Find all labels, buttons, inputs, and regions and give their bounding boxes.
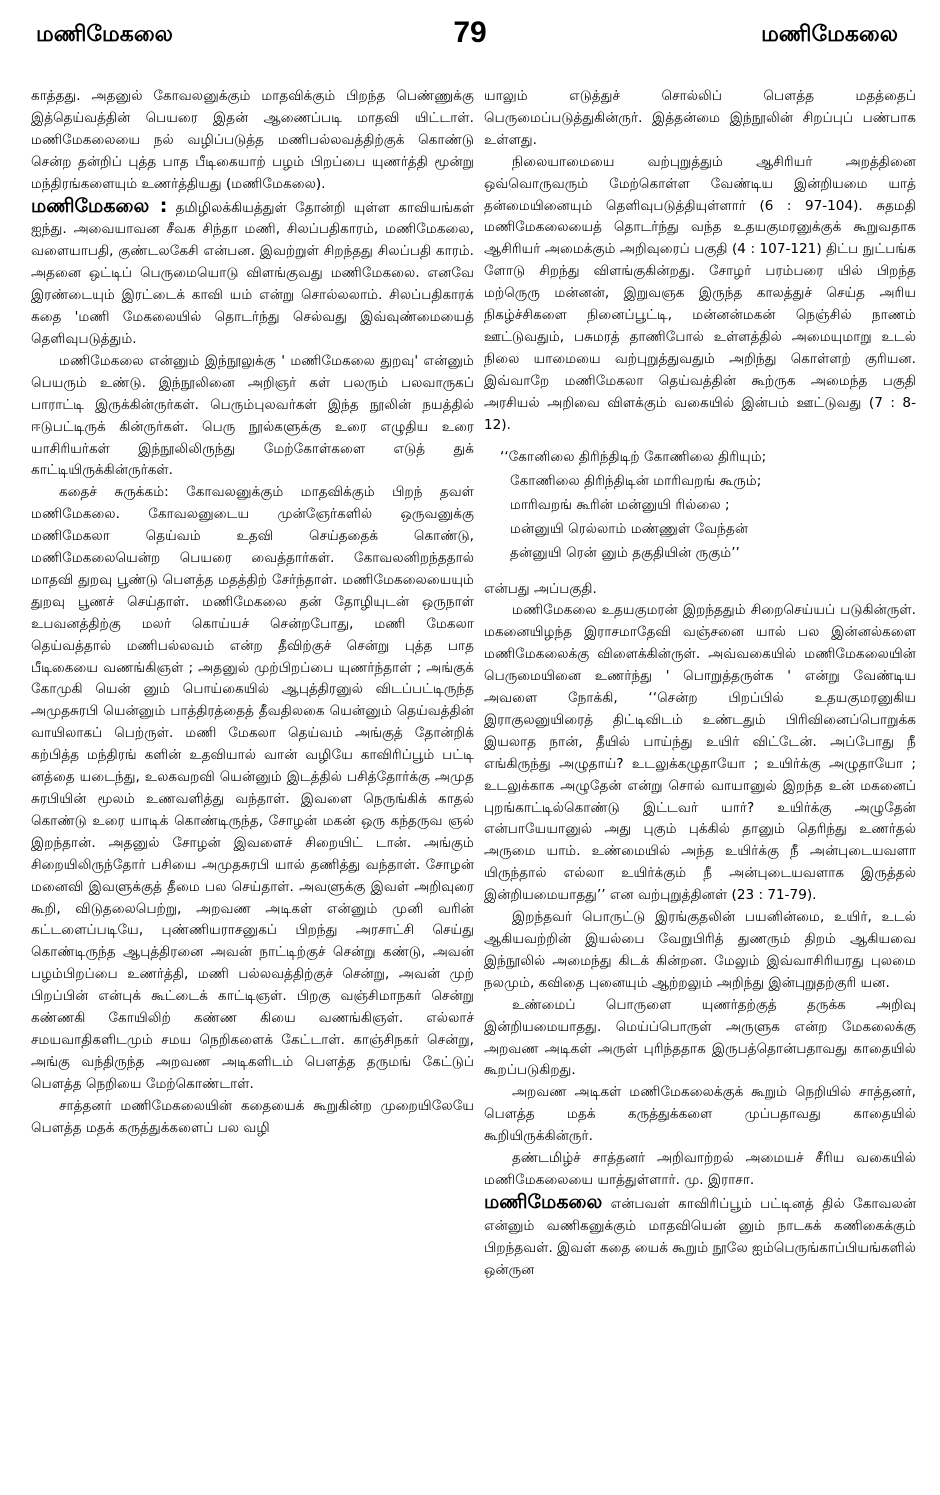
page-number: 79: [453, 16, 487, 49]
paragraph-impermanence: நிலையாமையை வற்புறுத்தும் ஆசிரியர் அறத்தினை ஒவ்வொருவரும் மேற்கொள்ள வேண்டிய இன்றியமை யாத் தன்மையினையும் தெளிவுபடுத்தியுள்ளார் (6 : 97-104). சுதமதி மணிமேகலையைத் தொடர்ந்து வந்த உதயகுமரனுக்குக் கூறுவதாக ஆசிரியர் அமைக்கும் அறிவுரைப் பகுதி (4 : 107-121) திட்ப நுட்பங்க ளோடு சிறந்து விளங்குகின்றது. சோழர் பரம்பரை யில் பிறந்த மற்ருெரு மன்னன், இறுவஞக இருந்த காலத்துச் செய்த அரிய நிகழ்ச்சிகளை நினைப்பூட்டி, மன்னன்மகன் நெஞ்சில் நாணம் ஊட்டுவதும், பசுமரத் தாணிபோல் உள்ளத்தில் அமையுமாறு உடல் நிலை யாமையை வற்புறுத்துவதும் அறிந்து கொள்ளற் குரியன. இவ்வாறே மணிமேகலா தெய்வத்தின் கூற்ருக அமைந்த பகுதி அரசியல் அறிவை விளக்கும் வகையில் இன்பம் ஊட்டுவது (7 : 8-12).: [484, 153, 916, 433]
paragraph-alt-name: மணிமேகலை என்னும் இந்நூலுக்கு ' மணிமேகலை துறவு' என்னும் பெயரும் உண்டு. இந்நூலினை அறிஞர் கள் பலரும் பலவாருகப் பாராட்டி இருக்கின்ருர்கள். பெரும்புலவர்கள் இந்த நூலின் நயத்தில் ஈடுபட்டிருக் கின்ருர்கள். பெரு நூல்களுக்கு உரை எழுதிய உரை யாசிரியர்கள் இந்நூலிலிருந்து மேற்கோள்களை எடுத் துக் காட்டியிருக்கின்ருர்கள்.: [31, 352, 474, 479]
left-column: [31, 86, 474, 1481]
paragraph-story-summary: கதைச் சுருக்கம்: கோவலனுக்கும் மாதவிக்கும் பிறந் தவள் மணிமேகலை. கோவலனுடைய முன்ஞேர்களில் ஒருவனுக்கு மணிமேகலா தெய்வம் உதவி செய்ததைக் கொண்டு, மணிமேகலையென்ற பெயரை வைத்தார்கள். கோவலனிறந்ததால் மாதவி துறவு பூண்டு பௌத்த மதத்திற் சேர்ந்தாள். மணிமேகலையையும் துறவு பூணச் செய்தாள். மணிமேகலை தன் தோழியுடன் ஒருநாள் உபவனத்திற்கு மலர் கொய்யச் சென்றபோது, மணி மேகலா தெய்வத்தால் மணிபல்லவம் என்ற தீவிற்குச் சென்று புத்த பாத பீடிகையை வணங்கிஞள் ; அதனுல் முற்பிறப்பை யுணர்ந்தாள் ; அங்குக் கோமுகி யென் னும் பொய்கையில் ஆபுத்திரனுல் விடப்பட்டிருந்த அமுதசுரபி யென்னும் பாத்திரத்தைத் தீவதிலகை யென்னும் தெய்வத்தின் வாயிலாகப் பெற்ருள். மணி மேகலா தெய்வம் அங்குத் தோன்றிக் கற்பித்த மந்திரங் களின் உதவியால் வான் வழியே காவிரிப்பூம் பட்டி னத்தை யடைந்து, உலகவறவி யென்னும் இடத்தில் பசித்தோர்க்கு அமுத சுரபியின் மூலம் உணவளித்து வந்தாள். இவளை நெருங்கிக் காதல் கொண்டு உரை யாடிக் கொண்டிருந்த, சோழன் மகன் ஒரு கந்தருவ ஞல் இறந்தான். அதனுல் சோழன் இவளைச் சிறையிட் டான். அங்கும் சிறையிலிருந்தோர் பசியை அமுதசுரபி யால் தணித்து வந்தாள். சோழன் மனைவி இவளுக்குத் தீமை பல செய்தாள். அவளுக்கு இவள் அறிவுரை கூறி, விடுதலைபெற்று, அறவண அடிகள் என்னும் முனி வரின் கட்டளைப்படியே, புண்ணியராசனுகப் பிறந்து அரசாட்சி செய்து கொண்டிருந்த ஆபுத்திரனை அவன் நாட்டிற்குச் சென்று கண்டு, அவன் பழம்பிறப்பை உணர்த்தி, மணி பல்லவத்திற்குச் சென்று, அவன் முற் பிறப்பின் என்புக் கூட்டைக் காட்டிஞள். பிறகு வஞ்சிமாநகர் சென்று கண்ணகி கோயிலிற் கண்ண கியை வணங்கிஞள். எல்லாச் சமயவாதிகளிடமும் சமய நெறிகளைக் கேட்டாள். காஞ்சிநகர் சென்று, அங்கு வந்திருந்த அறவண அடிகளிடம் பௌத்த தருமங் கேட்டுப் பௌத்த நெறியை மேற்கொண்டாள்.: [31, 484, 474, 1092]
entry-text: என்பவள் காவிரிப்பூம் பட்டினத் தில் கோவலன் என்னும் வணிகனுக்கும் மாதவியென் னும் நாடகக் கணிகைக்கும் பிறந்தவள். இவள் கதை யைக் கூறும் நூலே ஐம்பெருங்காப்பியங்களில் ஒன்ருன: [484, 1195, 916, 1278]
entry-text: தமிழிலக்கியத்துள் தோன்றி யுள்ள காவியங்கள் ஐந்து. அவையாவன சீவக சிந்தா மணி, சிலப்பதிகாரம், மணிமேகலை, வளையாபதி, குண்டலகேசி என்பன. இவற்றுள் சிறந்தது சிலப்பதி காரம். அதனை ஒட்டிப் பெருமையொடு விளங்குவது மணிமேகலை. எனவே இரண்டையும் இரட்டைக் காவி யம் என்று சொல்லலாம். சிலப்பதிகாரக் கதை 'மணி மேகலையில் தொடர்ந்து செல்வது இவ்வுண்மையைத் தெளிவுபடுத்தும்.: [31, 199, 474, 347]
right-column: [484, 86, 916, 1481]
verse-line: மன்னுயி ரெல்லாம் மண்ணுள் வேந்தன்: [510, 520, 749, 537]
paragraph-imprisonment: மணிமேகலை உதயகுமரன் இறந்ததும் சிறைசெய்யப் படுகின்ருள். மகனையிழந்த இராசமாதேவி வஞ்சனை யால் பல இன்னல்களை மணிமேகலைக்கு விளைக்கின்ருள். அவ்வகையில் மணிமேகலையின் பெருமையினை உணர்ந்து ' பொறுத்தருள்க ' என்று வேண்டிய அவளை நோக்கி, ‘‘சென்ற பிறப்பில் உதயகுமரனுகிய இராகுலனுயிரைத் திட்டிவிடம் உண்டதும் பிரிவினைப்பொறுக்க இயலாத நான், தீயில் பாய்ந்து உயிர் விட்டேன். அப்போது நீ எங்கிருந்து அழுதாய்? உடலுக்கழுதாயோ ; உயிர்க்கு அழுதாயோ ; உடலுக்காக அழுதேன் என்று சொல் வாயானுல் இறந்த உன் மகனைப் புறங்காட்டில்கொண்டு இட்டவர் யார்? உயிர்க்கு அழுதேன் என்பாயேயானுல் அது புகும் புக்கில் தானும் தெரிந்து உணர்தல் அருமை யாம். உண்மையில் அந்த உயிர்க்கு நீ அன்புடையவளா யிருந்தால் எல்லா உயிர்க்கும் நீ அன்புடையவளாக இருத்தல் இன்றியமையாதது’’ என வற்புறுத்தினள் (23 : 71-79).: [484, 602, 916, 904]
verse-line: தன்னுயி ரென் னும் தகுதியின் ருகும்’’: [510, 544, 740, 561]
entry-headword: மணிமேகலை: [484, 1190, 603, 1213]
running-header-right: மணிமேகலை: [761, 22, 898, 47]
verse-line: மாரிவறங் கூரின் மன்னுயி ரில்லை ;: [510, 496, 730, 513]
verse-line: ‘‘கோனிலை திரிந்திடிற் கோணிலை திரியும்;: [500, 448, 767, 465]
paragraph-buddhist-teaching: சாத்தனர் மணிமேகலையின் கதையைக் கூறுகின்ற முறையிலேயே பௌத்த மதக் கருத்துக்களைப் பல வழி: [31, 1097, 474, 1136]
entry-headword: மணிமேகலை :: [31, 194, 168, 217]
entry-manimekalai: [31, 196, 474, 351]
paragraph-grief: இறந்தவர் பொருட்டு இரங்குதலின் பயனின்மை, உயிர், உடல் ஆகியவற்றின் இயல்பை வேறுபிரித் துணரும் திறம் ஆகியவை இந்நூலில் அமைந்து கிடக் கின்றன. மேலும் இவ்வாசிரியரது புலமை நலமும், கவிதை புனையும் ஆற்றலும் அறிந்து இன்புறுதற்குரி யன.: [484, 909, 916, 991]
running-header-left: மணிமேகலை: [36, 22, 173, 47]
paragraph-author-credit: தண்டமிழ்ச் சாத்தனர் அறிவாற்றல் அமையச் சீரிய வகையில் மணிமேகலையை யாத்துள்ளார். மு. இராசா.: [484, 1150, 916, 1188]
paragraph-continuation-right: யாலும் எடுத்துச் சொல்லிப் பௌத்த மதத்தைப் பெருமைப்படுத்துகின்ருர். இத்தன்மை இந்நூலின் சிறப்புப் பண்பாக உள்ளது.: [484, 88, 916, 148]
entry-manimekalai-person: [484, 1192, 916, 1282]
paragraph-continuation: காத்தது. அதனுல் கோவலனுக்கும் மாதவிக்கும் பிறந்த பெண்ணுக்கு இத்தெய்வத்தின் பெயரை இதன் ஆணைப்படி மாதவி யிட்டாள். மணிமேகலையை நல் வழிப்படுத்த மணிபல்லவத்திற்குக் கொண்டு சென்ற தன்றிப் புத்த பாத பீடிகையாற் பழம் பிறப்பை யுணர்த்தி மூன்று மந்திரங்களையும் உணர்த்தியது (மணிமேகலை).: [31, 88, 474, 192]
verse-line: கோணிலை திரிந்திடின் மாரிவறங் கூரும்;: [510, 472, 762, 489]
paragraph-logic: உண்மைப் பொருளை யுணர்தற்குத் தருக்க அறிவு இன்றியமையாதது. மெய்ப்பொருள் அருளுக என்ற மேகலைக்கு அறவண அடிகள் அருள் புரிந்ததாக இருபத்தொன்பதாவது காதையில் கூறப்படுகிறது.: [484, 996, 916, 1079]
paragraph-doctrine: அறவண அடிகள் மணிமேகலைக்குக் கூறும் நெறியில் சாத்தனர், பௌத்த மதக் கருத்துக்களை முப்பதாவது காதையில் கூறியிருக்கின்ருர்.: [484, 1084, 916, 1145]
verse-caption: என்பது அப்பகுதி.: [484, 580, 597, 597]
verse-quote: [500, 445, 916, 565]
